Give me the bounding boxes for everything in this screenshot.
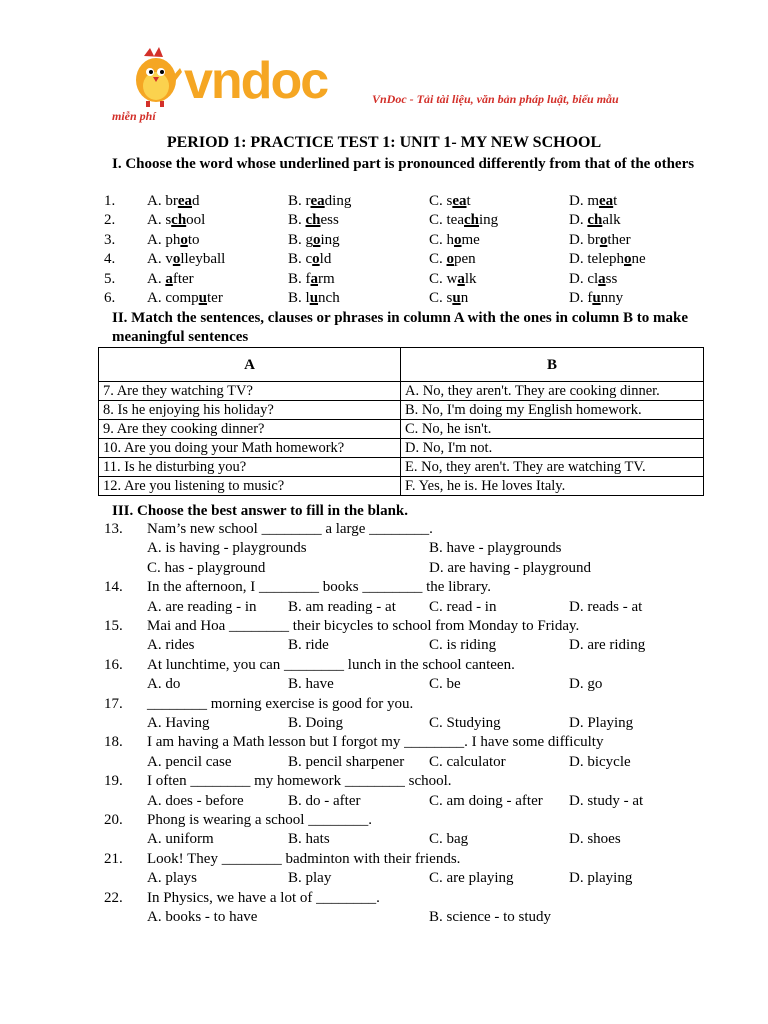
answer-option: A. after xyxy=(147,270,194,287)
question-number: 16. xyxy=(104,656,123,673)
answer-option: B. have - playgrounds xyxy=(429,540,562,557)
answer-option: C. walk xyxy=(429,270,477,287)
column-a-cell: 9. Are they cooking dinner? xyxy=(99,420,401,439)
question-text: Nam’s new school ________ a large ________. xyxy=(147,521,433,537)
column-b-cell: E. No, they aren't. They are watching TV. xyxy=(401,458,704,477)
underlined-part: ea xyxy=(310,193,325,209)
column-b-cell: A. No, they aren't. They are cooking dinner. xyxy=(401,382,704,401)
answer-option: C. are playing xyxy=(429,870,514,887)
site-tagline: VnDoc - Tải tài liệu, văn bản pháp luật, biểu mẫu xyxy=(372,92,619,106)
answer-option: D. are having - playground xyxy=(429,559,592,576)
underlined-part: o xyxy=(312,251,320,268)
question-number: 2. xyxy=(104,212,116,229)
answer-option: A. is having - playgrounds xyxy=(147,540,307,557)
answer-option: C. bag xyxy=(429,831,469,848)
question-text: I often ________ my homework ________ school. xyxy=(147,773,452,790)
answer-option: B. do - after xyxy=(288,792,361,809)
answer-option: C. open xyxy=(429,251,476,268)
underlined-part: a xyxy=(165,270,173,287)
answer-option: B. pencil sharpener xyxy=(288,753,405,770)
answer-option: A. school xyxy=(147,212,206,229)
table-row xyxy=(99,458,704,477)
section-2-heading: II. Match the sentences, clauses or phrases in column A with the ones in column B to make meaningful sentences xyxy=(112,310,688,345)
answer-option: D. shoes xyxy=(569,831,621,848)
underlined-part: a xyxy=(310,270,318,287)
underlined-part: ch xyxy=(464,212,479,229)
question-text: Mai and Hoa ________ their bicycles to school from Monday to Friday. xyxy=(147,618,580,634)
answer-option: D. funny xyxy=(569,290,624,306)
underlined-part: ea xyxy=(599,193,614,209)
section-1-heading: I. Choose the word whose underlined part is pronounced differently from that of the others xyxy=(112,156,695,172)
answer-option: B. farm xyxy=(288,270,335,287)
question-number: 15. xyxy=(104,618,123,634)
question-number: 21. xyxy=(104,850,123,867)
answer-option: D. telephone xyxy=(569,251,646,268)
question-number: 18. xyxy=(104,734,123,751)
underlined-part: o xyxy=(454,231,462,248)
underlined-part: a xyxy=(598,270,606,287)
logo-wordmark: vndoc xyxy=(184,52,328,108)
answer-option: B. have xyxy=(288,676,334,693)
table-row xyxy=(99,420,704,439)
table-row xyxy=(99,477,704,496)
answer-option: D. study - at xyxy=(569,792,644,809)
answer-option: A. Having xyxy=(147,715,210,731)
underlined-part: o xyxy=(446,251,455,268)
answer-option: A. rides xyxy=(147,637,195,654)
answer-option: B. cold xyxy=(288,251,332,268)
matching-table-header xyxy=(99,348,704,382)
site-tagline-continued: miễn phí xyxy=(112,109,156,123)
column-a-cell: 8. Is he enjoying his holiday? xyxy=(99,401,401,420)
column-b-cell: B. No, I'm doing my English homework. xyxy=(401,401,704,420)
column-a-cell: 10. Are you doing your Math homework? xyxy=(99,439,401,458)
question-number: 19. xyxy=(104,773,123,790)
vndoc-logo xyxy=(126,46,336,108)
answer-option: B. Doing xyxy=(288,715,344,731)
question-number: 17. xyxy=(104,695,123,712)
underlined-part: o xyxy=(599,231,608,248)
answer-option: C. calculator xyxy=(429,753,506,770)
underlined-part: u xyxy=(452,290,461,306)
answer-option: B. lunch xyxy=(288,290,340,306)
answer-option: A. pencil case xyxy=(147,753,232,770)
answer-option: D. reads - at xyxy=(569,598,643,615)
answer-option: A. uniform xyxy=(147,831,214,848)
answer-option: A. photo xyxy=(147,231,200,248)
answer-option: A. are reading - in xyxy=(147,598,257,615)
answer-option: D. class xyxy=(569,270,618,287)
answer-option: C. has - playground xyxy=(147,559,266,576)
column-a-cell: 11. Is he disturbing you? xyxy=(99,458,401,477)
answer-option: D. chalk xyxy=(569,212,621,229)
underlined-part: ch xyxy=(305,212,321,229)
section-3-heading: III. Choose the best answer to fill in the blank. xyxy=(112,503,409,519)
question-number: 22. xyxy=(104,889,123,906)
answer-option: C. home xyxy=(429,231,480,248)
answer-option: C. seat xyxy=(429,193,471,209)
column-b-cell: F. Yes, he is. He loves Italy. xyxy=(401,477,704,496)
answer-option: C. Studying xyxy=(429,715,501,731)
matching-table-body xyxy=(99,382,704,496)
question-number: 5. xyxy=(104,270,116,287)
chicken-mascot-icon xyxy=(136,47,182,107)
underlined-part: a xyxy=(457,270,465,287)
column-a-cell: 12. Are you listening to music? xyxy=(99,477,401,496)
answer-option: B. hats xyxy=(288,831,330,848)
answer-option: A. books - to have xyxy=(147,909,258,925)
answer-option: B. reading xyxy=(288,193,352,209)
answer-option: C. am doing - after xyxy=(429,792,543,809)
question-number: 4. xyxy=(104,251,116,268)
answer-option: D. Playing xyxy=(569,715,634,731)
underlined-part: u xyxy=(592,290,601,306)
underlined-part: ea xyxy=(177,193,192,209)
question-text: In the afternoon, I ________ books ________ the library. xyxy=(147,579,491,596)
answer-option: D. are riding xyxy=(569,637,646,654)
answer-option: A. volleyball xyxy=(147,251,226,268)
answer-option: A. does - before xyxy=(147,792,244,809)
answer-option: B. chess xyxy=(288,212,339,229)
underlined-part: o xyxy=(623,251,632,268)
column-a-header: A xyxy=(99,348,401,382)
underlined-part: o xyxy=(172,251,181,268)
underlined-part: o xyxy=(313,231,321,248)
column-b-cell: C. No, he isn't. xyxy=(401,420,704,439)
answer-option: D. brother xyxy=(569,231,631,248)
question-number: 13. xyxy=(104,521,123,537)
question-text: I am having a Math lesson but I forgot my ________. I have some difficulty xyxy=(147,734,604,751)
underlined-part: o xyxy=(180,231,188,248)
question-number: 14. xyxy=(104,579,123,596)
page-title: PERIOD 1: PRACTICE TEST 1: UNIT 1- MY NEW SCHOOL xyxy=(166,134,602,151)
column-b-cell: D. No, I'm not. xyxy=(401,439,704,458)
answer-option: C. is riding xyxy=(429,637,497,654)
table-row xyxy=(99,401,704,420)
question-number: 1. xyxy=(104,193,116,209)
underlined-part: ch xyxy=(587,212,603,229)
matching-table xyxy=(98,347,704,496)
answer-option: A. do xyxy=(147,676,181,693)
answer-option: D. go xyxy=(569,676,603,693)
answer-option: C. be xyxy=(429,676,461,693)
answer-option: D. bicycle xyxy=(569,753,631,770)
answer-option: B. ride xyxy=(288,637,329,654)
answer-option: C. sun xyxy=(429,290,469,306)
answer-option: A. plays xyxy=(147,870,197,887)
answer-option: B. am reading - at xyxy=(288,598,396,615)
answer-option: B. play xyxy=(288,870,332,887)
underlined-part: u xyxy=(198,290,208,306)
answer-option: B. going xyxy=(288,231,340,248)
answer-option: A. computer xyxy=(147,290,223,306)
question-number: 6. xyxy=(104,290,116,306)
column-b-header: B xyxy=(401,348,704,382)
table-row xyxy=(99,439,704,458)
answer-option: D. meat xyxy=(569,193,618,209)
underlined-part: ea xyxy=(452,193,467,209)
table-row xyxy=(99,382,704,401)
question-text: At lunchtime, you can ________ lunch in the school canteen. xyxy=(147,656,515,673)
question-text: ________ morning exercise is good for you. xyxy=(147,695,414,712)
answer-option: B. science - to study xyxy=(429,909,552,925)
underlined-part: u xyxy=(309,290,319,306)
question-text: In Physics, we have a lot of ________. xyxy=(147,889,380,906)
answer-option: C. read - in xyxy=(429,598,497,615)
question-text: Phong is wearing a school ________. xyxy=(147,812,372,828)
column-a-cell: 7. Are they watching TV? xyxy=(99,382,401,401)
underlined-part: ch xyxy=(171,212,187,229)
question-number: 3. xyxy=(104,231,116,248)
answer-option: A. bread xyxy=(147,193,200,209)
question-number: 20. xyxy=(104,812,123,828)
answer-option: C. teaching xyxy=(429,212,499,229)
question-text: Look! They ________ badminton with their friends. xyxy=(147,850,461,867)
answer-option: D. playing xyxy=(569,870,633,887)
